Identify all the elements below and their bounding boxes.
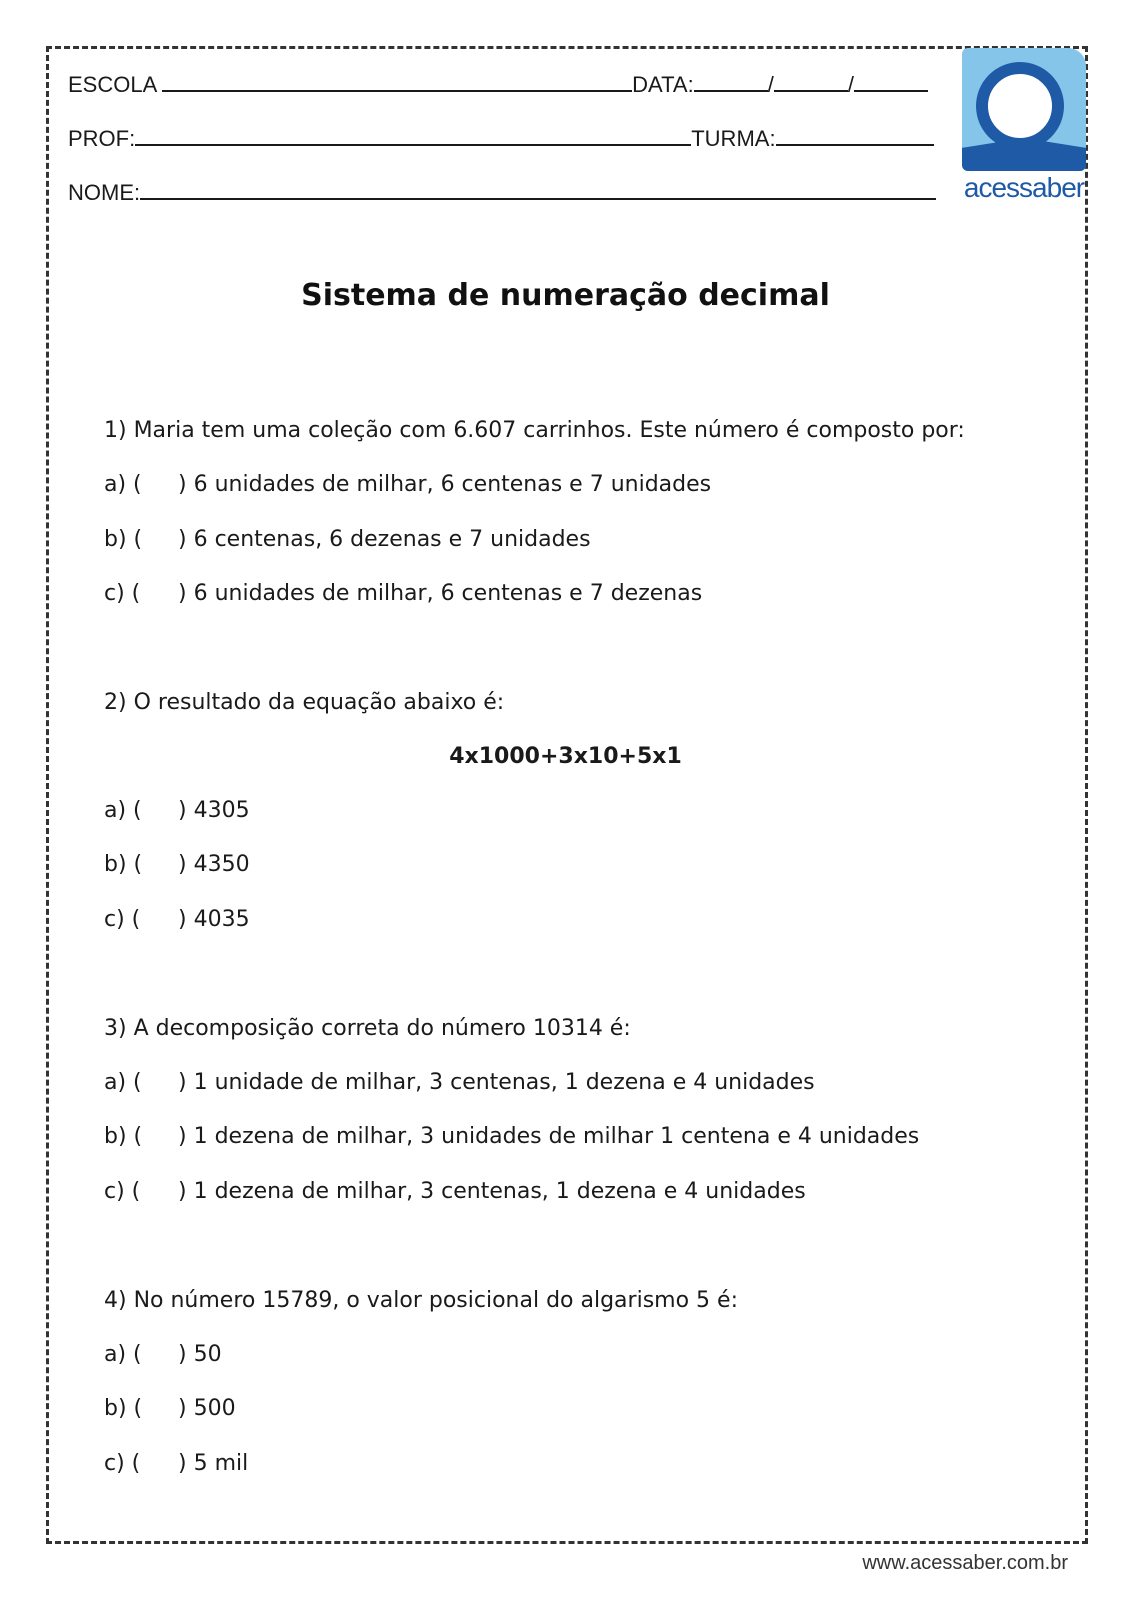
date-year-line[interactable] <box>854 70 928 92</box>
question-4: 4) No número 15789, o valor posicional do algarismo 5 é: <box>104 1288 738 1313</box>
escola-line[interactable] <box>162 70 632 92</box>
question-1-option-c[interactable] <box>104 581 702 606</box>
question-3-option-c[interactable] <box>104 1179 806 1204</box>
option-label[interactable]: a) ( <box>104 798 142 823</box>
question-4-option-c[interactable] <box>104 1451 248 1476</box>
option-text: ) 6 unidades de milhar, 6 centenas e 7 unidades <box>178 472 712 497</box>
question-1-option-a[interactable] <box>104 472 711 497</box>
date-sep-1: / <box>767 72 774 97</box>
escola-label: ESCOLA <box>68 72 157 97</box>
option-label[interactable]: c) ( <box>104 1451 141 1476</box>
turma-line[interactable] <box>776 124 934 146</box>
page-title: Sistema de numeração decimal <box>301 278 830 313</box>
option-label[interactable]: c) ( <box>104 1179 141 1204</box>
prof-field <box>68 124 934 152</box>
option-text: ) 5 mil <box>178 1451 249 1476</box>
option-text: ) 50 <box>178 1342 222 1367</box>
nome-line[interactable] <box>140 178 936 200</box>
option-text: ) 6 unidades de milhar, 6 centenas e 7 dezenas <box>178 581 703 606</box>
logo-book-icon <box>962 138 1086 171</box>
prof-label: PROF: <box>68 126 136 151</box>
option-text: ) 4305 <box>178 798 250 823</box>
option-text: ) 6 centenas, 6 dezenas e 7 unidades <box>178 527 591 552</box>
option-label[interactable]: b) ( <box>104 527 143 552</box>
option-text: ) 1 dezena de milhar, 3 unidades de milhar 1 centena e 4 unidades <box>178 1124 920 1149</box>
nome-label: NOME: <box>68 180 141 205</box>
option-text: ) 1 dezena de milhar, 3 centenas, 1 dezena e 4 unidades <box>178 1179 806 1204</box>
escola-field <box>68 70 928 98</box>
question-2-option-c[interactable] <box>104 907 250 932</box>
option-label[interactable]: b) ( <box>104 852 143 877</box>
acessaber-logo <box>962 48 1086 208</box>
option-label[interactable]: a) ( <box>104 472 142 497</box>
option-text: ) 1 unidade de milhar, 3 centenas, 1 dezena e 4 unidades <box>178 1070 815 1095</box>
worksheet-border <box>46 46 1088 1544</box>
logo-circle-icon <box>976 62 1064 150</box>
option-label[interactable]: c) ( <box>104 581 141 606</box>
question-2-option-a[interactable] <box>104 798 250 823</box>
prof-line[interactable] <box>135 124 691 146</box>
nome-field <box>68 178 936 206</box>
option-label[interactable]: a) ( <box>104 1070 142 1095</box>
question-2: 2) O resultado da equação abaixo é: <box>104 690 505 715</box>
option-text: ) 4035 <box>178 907 250 932</box>
option-text: ) 500 <box>178 1396 236 1421</box>
question-4-option-b[interactable] <box>104 1396 236 1421</box>
option-label[interactable]: a) ( <box>104 1342 142 1367</box>
date-sep-2: / <box>847 72 854 97</box>
option-label[interactable]: c) ( <box>104 907 141 932</box>
option-text: ) 4350 <box>178 852 250 877</box>
option-label[interactable]: b) ( <box>104 1124 143 1149</box>
question-2-equation: 4x1000+3x10+5x1 <box>449 744 682 769</box>
date-month-line[interactable] <box>774 70 848 92</box>
date-day-line[interactable] <box>694 70 768 92</box>
question-3-option-a[interactable] <box>104 1070 815 1095</box>
question-3-option-b[interactable] <box>104 1124 919 1149</box>
question-2-option-b[interactable] <box>104 852 250 877</box>
question-1-option-b[interactable] <box>104 527 591 552</box>
turma-label: TURMA: <box>691 126 776 151</box>
option-label[interactable]: b) ( <box>104 1396 143 1421</box>
question-3: 3) A decomposição correta do número 10314 é: <box>104 1016 631 1041</box>
footer-url[interactable]: www.acessaber.com.br <box>862 1552 1068 1574</box>
question-1: 1) Maria tem uma coleção com 6.607 carrinhos. Este número é composto por: <box>104 418 965 443</box>
question-4-option-a[interactable] <box>104 1342 222 1367</box>
logo-text: acessaber <box>963 172 1085 203</box>
data-label: DATA: <box>632 72 694 97</box>
logo-badge <box>962 48 1086 171</box>
